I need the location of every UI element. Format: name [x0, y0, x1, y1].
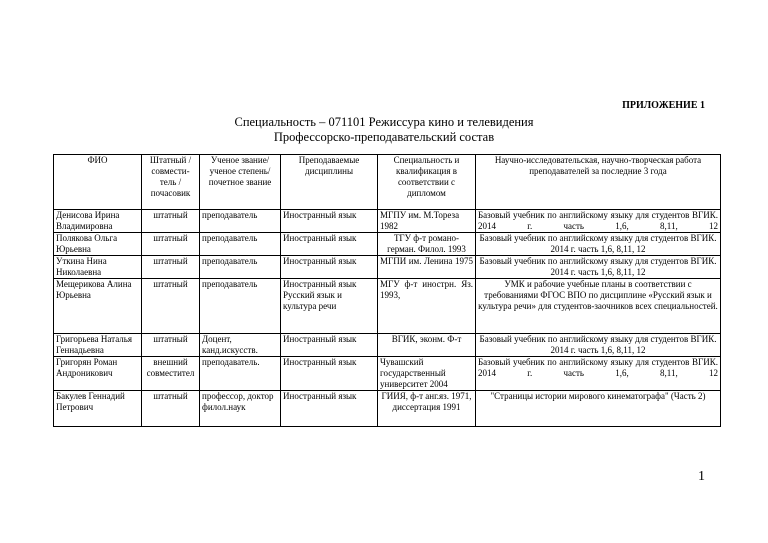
cell-degree: преподаватель.: [200, 357, 281, 391]
appendix-label: ПРИЛОЖЕНИЕ 1: [622, 100, 705, 111]
staff-table: [53, 154, 721, 427]
cell-status: штатный: [142, 256, 200, 279]
cell-research: Базовый учебник по английскому языку для студентов ВГИК. 2014 г. часть 1,6, 8,11, 12: [476, 233, 721, 256]
page-number: 1: [698, 469, 705, 484]
cell-subjects: Иностранный язык: [281, 233, 378, 256]
cell-qualification: МГПУ им. М.Тореза 1982: [378, 210, 476, 233]
document-title: Специальность – 071101 Режиссура кино и телевидения: [234, 115, 534, 129]
cell-qualification: ТГУ ф-т романо-герман. Филол. 1993: [378, 233, 476, 256]
document-subtitle: Профессорско-преподавательский состав: [273, 130, 495, 144]
cell-qualification: Чувашский государственный университет 2004: [378, 357, 476, 391]
table-row: [54, 357, 721, 391]
cell-subjects: Иностранный язык: [281, 334, 378, 357]
cell-qualification: МГПИ им. Ленина 1975: [378, 256, 476, 279]
cell-name: Мещерикова Алина Юрьевна: [54, 279, 142, 334]
cell-qualification: ГИИЯ, ф-т анг.яз. 1971, диссертация 1991: [378, 391, 476, 427]
cell-qualification: МГУ ф-т инострн. Яз. 1993,: [378, 279, 476, 334]
cell-research: Базовый учебник по английскому языку для студентов ВГИК. 2014 г. часть 1,6, 8,11, 12: [476, 210, 721, 233]
cell-name: Денисова Ирина Владимировна: [54, 210, 142, 233]
table-row: [54, 210, 721, 233]
cell-degree: преподаватель: [200, 210, 281, 233]
header-qualification: Специальность и квалификация в соответствии с дипломом: [378, 155, 476, 210]
header-name: ФИО: [54, 155, 142, 210]
cell-qualification: ВГИК, эконм. Ф-т: [378, 334, 476, 357]
table-row: [54, 391, 721, 427]
cell-degree: преподаватель: [200, 233, 281, 256]
cell-degree: профессор, доктор филол.наук: [200, 391, 281, 427]
header-degree: Ученое звание/ ученое степень/ почетное звание: [200, 155, 281, 210]
cell-degree: преподаватель: [200, 279, 281, 334]
table-header-row: [54, 155, 721, 210]
cell-research: Базовый учебник по английскому языку для студентов ВГИК. 2014 г. часть 1,6, 8,11, 12: [476, 357, 721, 391]
cell-research: Базовый учебник по английскому языку для студентов ВГИК. 2014 г. часть 1,6, 8,11, 12: [476, 256, 721, 279]
table-row: [54, 233, 721, 256]
header-research: Научно-исследовательская, научно-творческая работа преподавателей за последние 3 года: [476, 155, 721, 210]
cell-subjects: Иностранный язык Русский язык и культура речи: [281, 279, 378, 334]
header-subjects: Преподаваемые дисциплины: [281, 155, 378, 210]
cell-name: Григорьева Наталья Геннадьевна: [54, 334, 142, 357]
table-row: [54, 279, 721, 334]
cell-name: Уткина Нина Николаевна: [54, 256, 142, 279]
cell-status: штатный: [142, 233, 200, 256]
cell-subjects: Иностранный язык: [281, 210, 378, 233]
cell-status: штатный: [142, 334, 200, 357]
cell-research: УМК и рабочие учебные планы в соответствии с требованиями ФГОС ВПО по дисциплине «Русский язык и культура речи» для студентов-заочников всех специальностей.: [476, 279, 721, 334]
cell-status: внешний совместител: [142, 357, 200, 391]
cell-name: Полякова Ольга Юрьевна: [54, 233, 142, 256]
cell-status: штатный: [142, 210, 200, 233]
cell-degree: Доцент, канд.искусств.: [200, 334, 281, 357]
cell-status: штатный: [142, 391, 200, 427]
header-status: Штатный / совмести-тель / почасовик: [142, 155, 200, 210]
cell-subjects: Иностранный язык: [281, 357, 378, 391]
cell-subjects: Иностранный язык: [281, 256, 378, 279]
cell-research: "Страницы истории мирового кинематографа" (Часть 2): [476, 391, 721, 427]
cell-name: Григорян Роман Андроникович: [54, 357, 142, 391]
cell-subjects: Иностранный язык: [281, 391, 378, 427]
cell-degree: преподаватель: [200, 256, 281, 279]
cell-status: штатный: [142, 279, 200, 334]
table-row: [54, 334, 721, 357]
cell-research: Базовый учебник по английскому языку для студентов ВГИК. 2014 г. часть 1,6, 8,11, 12: [476, 334, 721, 357]
table-row: [54, 256, 721, 279]
cell-name: Бакулев Геннадий Петрович: [54, 391, 142, 427]
